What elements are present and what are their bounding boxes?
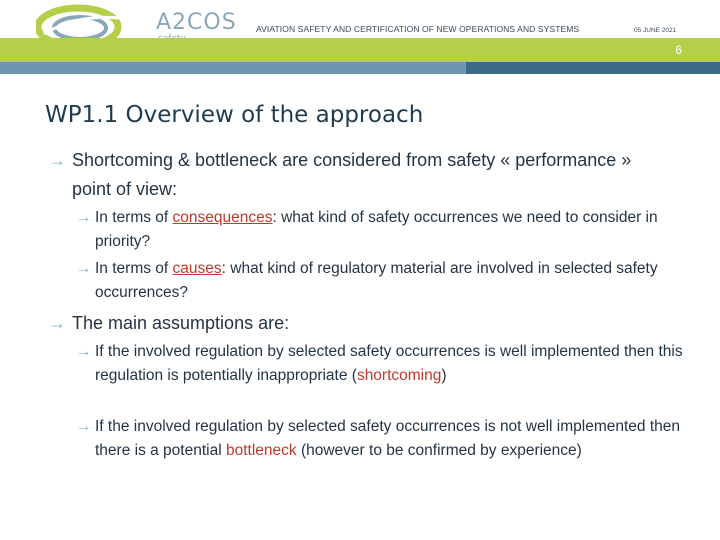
page-number: 6 (675, 43, 682, 57)
header-date: 05 JUNE 2021 (634, 27, 677, 34)
sub-bullet-text: In terms of consequences: what kind of safety occurrences we need to consider in priority? (95, 209, 658, 250)
bullet-text: The main assumptions are: (72, 313, 290, 333)
highlight-shortcoming: shortcoming (356, 367, 442, 384)
sub-bullet-text: If the involved regulation by selected safety occurrences is well implemented then this regulation is potentially inappropriate (shortcoming) (95, 343, 683, 384)
sub-bullet-arrow-icon: → (76, 260, 92, 277)
bullet-text: Shortcoming & bottleneck are considered from safety « performance » point of view: (72, 150, 632, 199)
sub-bullet-shortcoming (76, 340, 686, 388)
highlight-consequences: consequences (172, 209, 273, 226)
slide-title: WP1.1 Overview of the approach (45, 102, 424, 128)
sub-bullet-arrow-icon: → (76, 209, 92, 226)
project-title: AVIATION SAFETY AND CERTIFICATION OF NEW OPERATIONS AND SYSTEMS (256, 24, 580, 34)
bullet-arrow-icon: → (48, 313, 66, 333)
sub-bullet-text: In terms of causes: what kind of regulatory material are involved in selected safety occurrences? (95, 260, 658, 301)
sub-bullet-consequences (76, 206, 686, 254)
sub-bullet-causes (76, 257, 686, 305)
bullet-shortcoming-bottleneck (48, 146, 648, 204)
header-green-bar (0, 38, 720, 62)
sub-bullet-arrow-icon: → (76, 343, 92, 360)
header-blue-bar-light (0, 62, 466, 74)
header-blue-bar-dark (466, 62, 720, 74)
sub-bullet-bottleneck (76, 415, 686, 463)
bullet-main-assumptions (48, 309, 648, 338)
highlight-causes: causes (172, 260, 222, 277)
bullet-arrow-icon: → (48, 150, 66, 170)
sub-bullet-text: If the involved regulation by selected safety occurrences is not well implemented then there is a potential bottleneck (however to be confirmed by experience) (95, 418, 681, 459)
highlight-bottleneck: bottleneck (225, 442, 297, 459)
logo-name: A2COS (156, 10, 237, 35)
sub-bullet-arrow-icon: → (76, 418, 92, 435)
